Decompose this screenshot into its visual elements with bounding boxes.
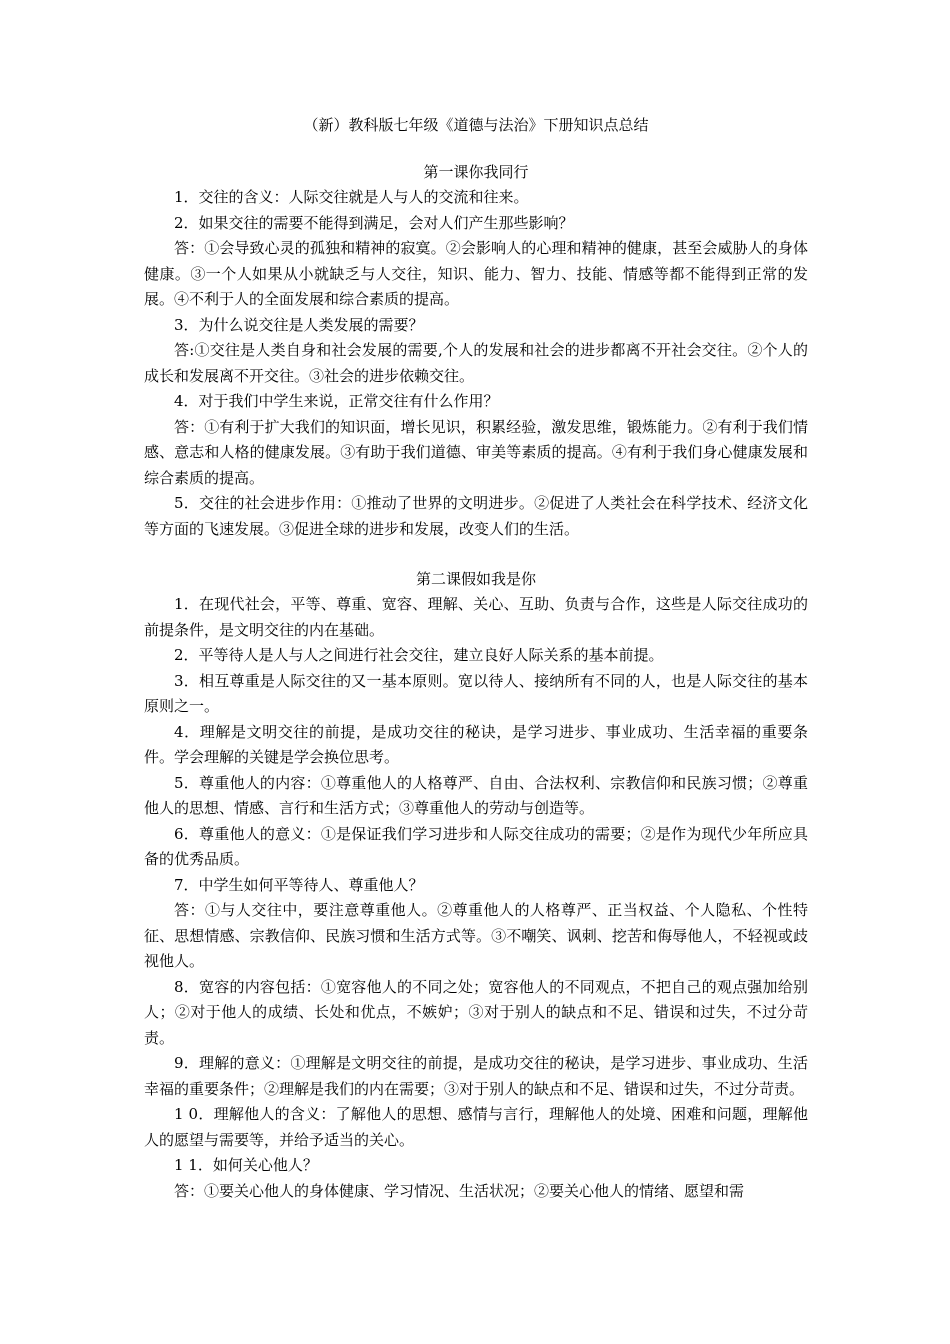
section-title: 第二课假如我是你 (415, 570, 536, 588)
paragraph: 5．尊重他人的内容：①尊重他人的人格尊严、自由、合法权利、宗教信仰和民族习惯；②尊重他人的思想、情感、言行和生活方式；③尊重他人的劳动与创造等。 (144, 773, 808, 817)
paragraph: 5．交往的社会进步作用：①推动了世界的文明进步。②促进了人类社会在科学技术、经济文化等方面的飞速发展。③促进全球的进步和发展，改变人们的生活。 (144, 494, 808, 538)
paragraph: 3．为什么说交往是人类发展的需要？ (174, 315, 424, 334)
paragraph: 8．宽容的内容包括：①宽容他人的不同之处；宽容他人的不同观点，不把自己的观点强加给别人；②对于他人的成绩、长处和优点，不嫉妒；③对于别人的缺点和不足、错误和过失，不过分苛责。 (144, 977, 808, 1047)
answer-paragraph: 答:①交往是人类自身和社会发展的需要,个人的发展和社会的进步都离不开社会交往。②个人的成长和发展离不开交往。③社会的进步依赖交往。 (144, 341, 808, 385)
section-lesson-2 (144, 567, 808, 1204)
document-page (144, 112, 808, 1204)
answer-paragraph: 答：①有利于扩大我们的知识面，增长见识，积累经验，激发思维，锻炼能力。②有利于我们情感、意志和人格的健康发展。③有助于我们道德、审美等素质的提高。④有利于我们身心健康发展和综合素质的提高。 (144, 417, 808, 487)
section-lesson-1 (144, 160, 808, 542)
document-title: （新）教科版七年级《道德与法治》下册知识点总结 (303, 116, 649, 134)
paragraph: 1．在现代社会，平等、尊重、宽容、理解、关心、互助、负责与合作，这些是人际交往成功的前提条件，是文明交往的内在基础。 (144, 595, 808, 639)
paragraph: 4．理解是文明交往的前提，是成功交往的秘诀，是学习进步、事业成功、生活幸福的重要条件。学会理解的关键是学会换位思考。 (144, 722, 808, 766)
answer-paragraph: 答：①与人交往中，要注意尊重他人。②尊重他人的人格尊严、正当权益、个人隐私、个性特征、思想情感、宗教信仰、民族习惯和生活方式等。③不嘲笑、讽刺、挖苦和侮辱他人，不轻视或歧视他人。 (144, 901, 808, 970)
paragraph: 2．平等待人是人与人之间进行社会交往，建立良好人际关系的基本前提。 (174, 646, 664, 664)
paragraph: 3．相互尊重是人际交往的又一基本原则。宽以待人、接纳所有不同的人，也是人际交往的基本原则之一。 (144, 671, 808, 715)
section-spacer (144, 542, 808, 567)
section-title: 第一课你我同行 (423, 163, 529, 181)
answer-paragraph: 答：①要关心他人的身体健康、学习情况、生活状况；②要关心他人的情绪、愿望和需 (174, 1181, 745, 1200)
paragraph: 1 0．理解他人的含义：了解他人的思想、感情与言行，理解他人的处境、困难和问题，理解他人的愿望与需要等，并给予适当的关心。 (144, 1105, 808, 1149)
answer-paragraph: 答：①会导致心灵的孤独和精神的寂寞。②会影响人的心理和精神的健康，甚至会威胁人的身体健康。③一个人如果从小就缺乏与人交往，知识、能力、智力、技能、情感等都不能得到正常的发展。④不利于人的全面发展和综合素质的提高。 (144, 239, 808, 308)
paragraph: 1．交往的含义：人际交往就是人与人的交流和往来。 (174, 188, 529, 206)
paragraph: 6．尊重他人的意义：①是保证我们学习进步和人际交往成功的需要；②是作为现代少年所应具备的优秀品质。 (144, 824, 808, 868)
paragraph: 4．对于我们中学生来说，正常交往有什么作用？ (174, 392, 499, 410)
paragraph: 7．中学生如何平等待人、尊重他人？ (174, 875, 424, 894)
paragraph: 9．理解的意义：①理解是文明交往的前提，是成功交往的秘诀，是学习进步、事业成功、生活幸福的重要条件；②理解是我们的内在需要；③对于别人的缺点和不足、错误和过失，不过分苛责。 (144, 1054, 808, 1098)
paragraph: 2．如果交往的需要不能得到满足，会对人们产生那些影响？ (174, 213, 574, 232)
paragraph: 1 1．如何关心他人？ (174, 1156, 318, 1174)
